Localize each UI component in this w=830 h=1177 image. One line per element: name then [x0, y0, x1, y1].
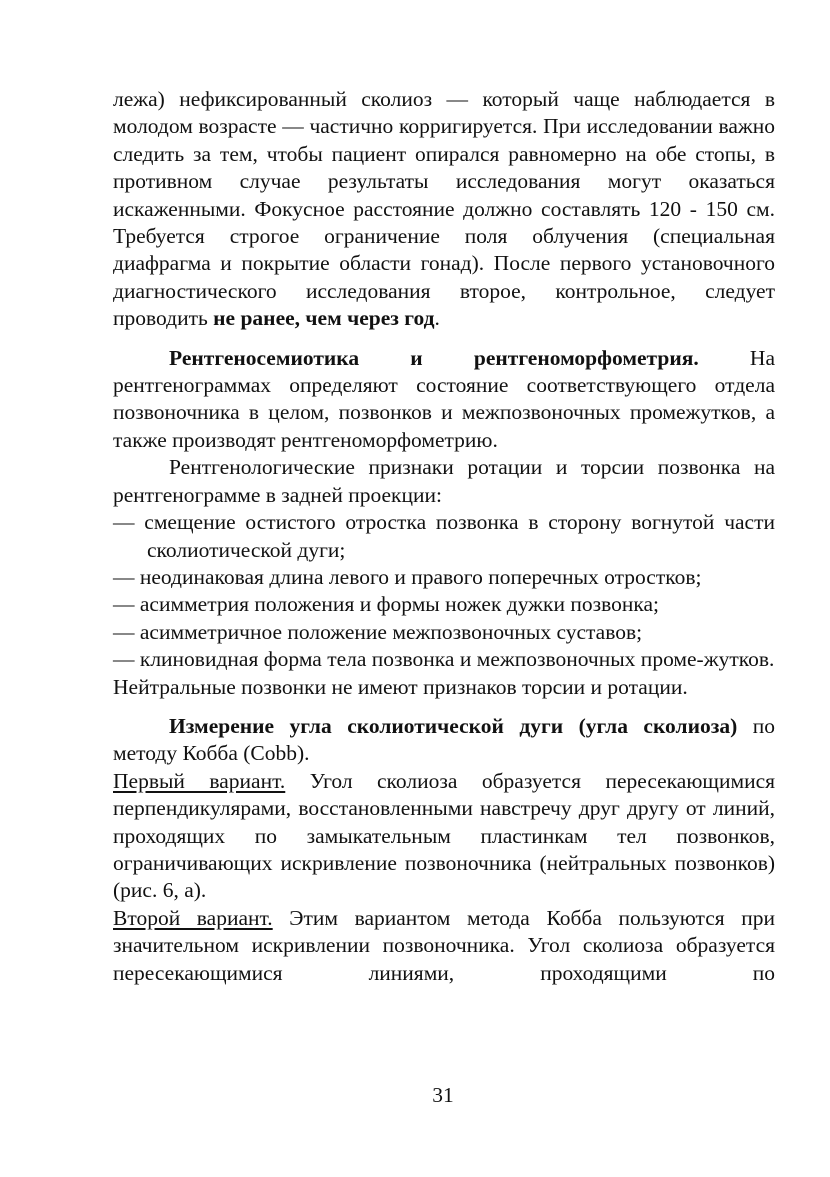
- paragraph-variant-one: [113, 768, 775, 905]
- paragraph-neutral-vertebrae: Нейтральные позвонки не имеют признаков торсии и ротации.: [113, 674, 688, 699]
- paragraph-radiosemiotics: [113, 345, 775, 455]
- exam-conditions-end: .: [434, 306, 440, 331]
- paragraph-cobb-method: [113, 713, 775, 768]
- cobb-heading: Измерение угла сколиотической дуги (угла сколиоза): [169, 713, 738, 738]
- list-item: — клиновидная форма тела позвонка и межпозвоночных проме-жутков.: [113, 647, 775, 672]
- variant-two-text: Этим вариантом метода Кобба пользуются при значительном искривлении позвоночника. Угол сколиоза образуется пересекающимися линиями, проходящими по: [113, 905, 776, 985]
- variant-one-text: Угол сколиоза образуется пересекающимися перпендикулярами, восстановленными навстречу друг другу от линий, проходящих по замыкательным пластинкам тел позвонков, ограничивающих искривление позвоночника (нейтральных позвонков) (рис. 6, а).: [113, 768, 776, 903]
- cobb-text: по методу Кобба (Cobb).: [113, 713, 775, 766]
- exam-conditions-text: лежа) нефиксированный сколиоз — который чаще наблюдается в молодом возрасте — частично корригируется. При исследовании важно следить за тем, чтобы пациент опирался равномерно на обе стопы, в противном случае результаты исследования могут оказаться искаженными. Фокусное расстояние должно составлять 120 - 150 см. Требуется строгое ограничение поля облучения (специальная диафрагма и покрытие области гонад). После первого установочного диагностического исследования второе, контрольное, следует проводить: [113, 87, 775, 331]
- page-number: 31: [432, 1083, 454, 1107]
- variant-one-label: Первый вариант.: [113, 768, 286, 793]
- exam-interval-bold: не ранее, чем через год: [213, 306, 435, 331]
- list-item: — асимметрия положения и формы ножек дужки позвонка;: [113, 592, 660, 617]
- paragraph-exam-conditions: [113, 86, 775, 333]
- page-body: [113, 86, 775, 987]
- list-item: — смещение остистого отростка позвонка в сторону вогнутой части сколиотической дуги;: [113, 510, 775, 562]
- radiosemiotics-heading: Рентгеносемиотика и рентгеноморфометрия.: [169, 345, 699, 370]
- paragraph-variant-two: [113, 905, 775, 987]
- list-item: — асимметричное положение межпозвоночных суставов;: [113, 619, 643, 644]
- rotation-signs-list: [113, 509, 775, 673]
- radiosemiotics-text: На рентгенограммах определяют состояние соответствующего отдела позвоночника в целом, позвонков и межпозвоночных промежутков, а также производят рентгеноморфометрию.: [113, 345, 775, 452]
- list-item: — неодинаковая длина левого и правого поперечных отростков;: [113, 564, 702, 589]
- paragraph-rotation-signs-intro: Рентгенологические признаки ротации и торсии позвонка на рентгенограмме в задней проекции:: [113, 455, 775, 507]
- variant-two-label: Второй вариант.: [113, 905, 273, 930]
